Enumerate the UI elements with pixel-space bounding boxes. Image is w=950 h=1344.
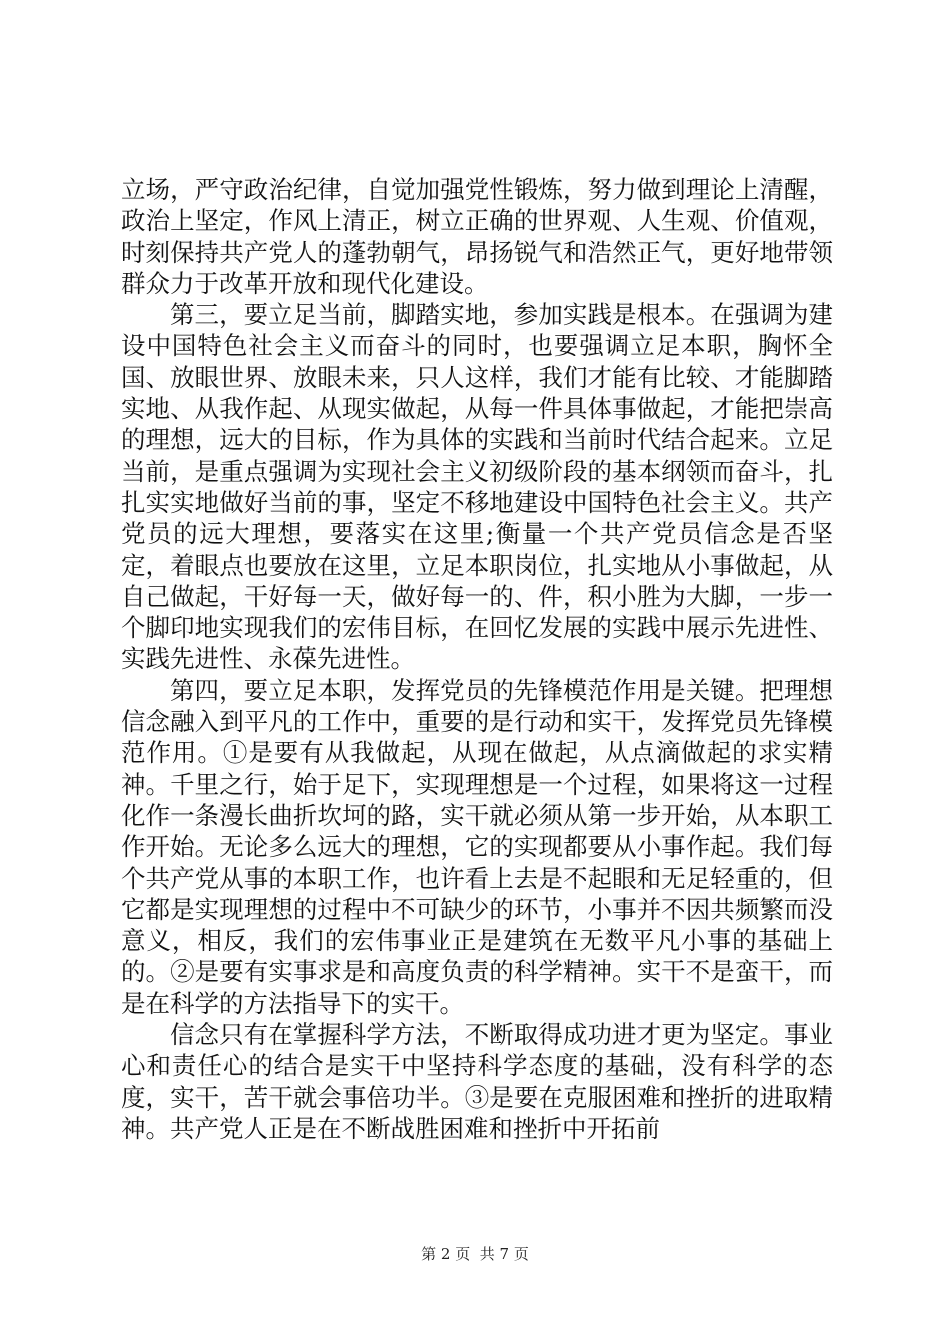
body-text <box>121 174 833 1144</box>
page-number-footer: 第 2 页 共 7 页 <box>421 1245 529 1263</box>
paragraph-third-point: 第三，要立足当前，脚踏实地，参加实践是根本。在强调为建设中国特色社会主义而奋斗的同时，也要强调立足本职，胸怀全国、放眼世界、放眼未来，只人这样，我们才能有比较、才能脚踏实地、从我作起、从现实做起，从每一件具体事做起，才能把崇高的理想，远大的目标，作为具体的实践和当前时代结合起来。立足当前，是重点强调为实现社会主义初级阶段的基本纲领而奋斗，扎扎实实地做好当前的事，坚定不移地建设中国特色社会主义。共产党员的远大理想，要落实在这里;衡量一个共产党员信念是否坚定，着眼点也要放在这里，立足本职岗位，扎实地从小事做起，从自己做起，干好每一天，做好每一的、件，积小胜为大脚，一步一个脚印地实现我们的宏伟目标，在回忆发展的实践中展示先进性、实践先进性、永葆先进性。 <box>121 300 833 674</box>
paragraph-continuation: 立场，严守政治纪律，自觉加强党性锻炼，努力做到理论上清醒，政治上坚定，作风上清正，树立正确的世界观、人生观、价值观，时刻保持共产党人的蓬勃朝气，昂扬锐气和浩然正气，更好地带领群众力于改革开放和现代化建设。 <box>121 175 833 298</box>
paragraph-belief: 信念只有在掌握科学方法，不断取得成功进才更为坚定。事业心和责任心的结合是实干中坚持科学态度的基础，没有科学的态度，实干，苦干就会事倍功半。③是要在克服困难和挫折的进取精神。共产党人正是在不断战胜困难和挫折中开拓前 <box>121 1020 833 1143</box>
paragraph-fourth-point: 第四，要立足本职，发挥党员的先锋模范作用是关键。把理想信念融入到平凡的工作中，重要的是行动和实干，发挥党员先锋模范作用。①是要有从我做起，从现在做起，从点滴做起的求实精神。千里之行，始于足下，实现理想是一个过程，如果将这一过程化作一条漫长曲折坎坷的路，实干就必须从第一步开始，从本职工作开始。无论多么远大的理想，它的实现都要从小事作起。我们每个共产党从事的本职工作，也许看上去是不起眼和无足轻重的，但它都是实现理想的过程中不可缺少的环节，小事并不因共频繁而没意义，相反，我们的宏伟事业正是建筑在无数平凡小事的基础上的。②是要有实事求是和高度负责的科学精神。实干不是蛮干，而是在科学的方法指导下的实干。 <box>121 675 833 1018</box>
